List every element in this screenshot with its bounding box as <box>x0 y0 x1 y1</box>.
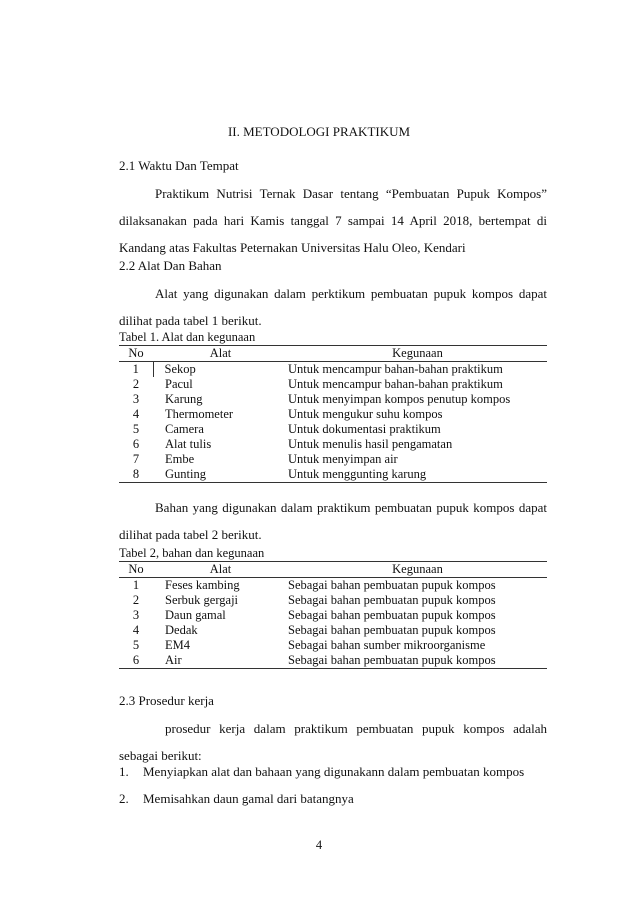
table-row <box>119 452 547 467</box>
cell-alat: EM4 <box>165 638 190 652</box>
table2-caption: Tabel 2, bahan dan kegunaan <box>119 546 265 560</box>
cell-alat: Sekop <box>153 362 288 378</box>
cell-no: 5 <box>132 422 140 436</box>
table-row <box>119 437 547 452</box>
table-row <box>119 638 547 653</box>
cell-no: 4 <box>132 623 140 637</box>
table-bahan <box>119 561 547 669</box>
column-header-alat: Alat <box>209 346 232 360</box>
cell-no: 2 <box>132 593 140 607</box>
cell-kegunaan: Untuk menyimpan air <box>288 452 398 466</box>
cell-kegunaan: Untuk mencampur bahan-bahan praktikum <box>288 362 503 376</box>
paragraph-line: Kandang atas Fakultas Peternakan Universitas Halu Oleo, Kendari <box>119 240 466 255</box>
table-row <box>119 362 547 378</box>
page-number: 4 <box>315 838 323 852</box>
section-heading-prosedur: 2.3 Prosedur kerja <box>119 693 214 708</box>
list-item <box>119 791 354 807</box>
cell-alat: Pacul <box>165 377 193 391</box>
paragraph-line: sebagai berikut: <box>119 748 202 763</box>
cell-alat: Serbuk gergaji <box>165 593 239 607</box>
paragraph-line: Bahan yang digunakan dalam praktikum pembuatan pupuk kompos dapat <box>155 500 547 515</box>
cell-alat: Gunting <box>165 467 206 481</box>
cell-no: 6 <box>132 437 140 451</box>
column-header-alat: Alat <box>209 562 232 576</box>
cell-kegunaan: Untuk mencampur bahan-bahan praktikum <box>288 377 503 391</box>
cell-alat: Camera <box>165 422 204 436</box>
table-alat <box>119 345 547 483</box>
column-header-no: No <box>128 346 144 360</box>
cell-no: 1 <box>132 578 140 592</box>
cell-kegunaan: Sebagai bahan pembuatan pupuk kompos <box>288 653 496 667</box>
cell-alat: Daun gamal <box>165 608 226 622</box>
cell-kegunaan: Untuk menulis hasil pengamatan <box>288 437 453 451</box>
cell-no: 3 <box>132 392 140 406</box>
cell-alat: Air <box>165 653 182 667</box>
paragraph-line: Praktikum Nutrisi Ternak Dasar tentang “Pembuatan Pupuk Kompos” <box>155 186 547 201</box>
cell-kegunaan: Sebagai bahan pembuatan pupuk kompos <box>288 578 496 592</box>
table-row <box>119 467 547 483</box>
table-row <box>119 608 547 623</box>
paragraph-line: Alat yang digunakan dalam perktikum pembuatan pupuk kompos dapat <box>155 286 547 301</box>
chapter-heading: II. METODOLOGI PRAKTIKUM <box>227 124 411 139</box>
section-heading-alat-bahan: 2.2 Alat Dan Bahan <box>119 258 222 273</box>
cell-kegunaan: Untuk dokumentasi praktikum <box>288 422 441 436</box>
cell-no: 8 <box>132 467 140 481</box>
list-number: 1. <box>119 764 129 779</box>
cell-kegunaan: Sebagai bahan pembuatan pupuk kompos <box>288 593 496 607</box>
cell-no: 5 <box>132 638 140 652</box>
cell-no: 3 <box>132 608 140 622</box>
cell-kegunaan: Untuk menggunting karung <box>288 467 427 481</box>
cell-no: 1 <box>132 362 139 376</box>
table-header-row <box>119 562 547 578</box>
table-row <box>119 593 547 608</box>
paragraph-line: dilaksanakan pada hari Kamis tanggal 7 sampai 14 April 2018, bertempat di <box>119 213 547 228</box>
cell-kegunaan: Untuk mengukur suhu kompos <box>288 407 443 421</box>
table-row <box>119 578 547 594</box>
cell-kegunaan: Sebagai bahan pembuatan pupuk kompos <box>288 623 496 637</box>
list-item <box>119 764 524 780</box>
paragraph-prosedur <box>119 715 547 769</box>
paragraph-waktu <box>119 180 547 261</box>
table-header-row <box>119 346 547 362</box>
cell-kegunaan: Untuk menyimpan kompos penutup kompos <box>288 392 511 406</box>
column-header-no: No <box>128 562 144 576</box>
cell-alat: Thermometer <box>165 407 234 421</box>
table-row <box>119 377 547 392</box>
table-row <box>119 623 547 638</box>
column-header-kegunaan: Kegunaan <box>392 346 443 360</box>
list-text: Memisahkan daun gamal dari batangnya <box>143 791 354 806</box>
cell-alat: Feses kambing <box>165 578 240 592</box>
paragraph-bahan <box>119 494 547 548</box>
cell-no: 4 <box>132 407 140 421</box>
cell-alat: Embe <box>165 452 195 466</box>
paragraph-alat <box>119 280 547 334</box>
cell-no: 6 <box>132 653 140 667</box>
table1-caption: Tabel 1. Alat dan kegunaan <box>119 330 256 344</box>
list-number: 2. <box>119 791 129 806</box>
table-row <box>119 392 547 407</box>
cell-kegunaan: Sebagai bahan sumber mikroorganisme <box>288 638 486 652</box>
paragraph-line: dilihat pada tabel 2 berikut. <box>119 527 262 542</box>
section-heading-waktu: 2.1 Waktu Dan Tempat <box>119 158 239 173</box>
cell-alat: Karung <box>165 392 203 406</box>
list-text: Menyiapkan alat dan bahaan yang digunakann dalam pembuatan kompos <box>143 764 525 779</box>
table-row <box>119 422 547 437</box>
cell-kegunaan: Sebagai bahan pembuatan pupuk kompos <box>288 608 496 622</box>
cell-no: 2 <box>132 377 140 391</box>
cell-alat: Alat tulis <box>165 437 212 451</box>
paragraph-line: dilihat pada tabel 1 berikut. <box>119 313 262 328</box>
column-header-kegunaan: Kegunaan <box>392 562 443 576</box>
table-row <box>119 653 547 669</box>
table-row <box>119 407 547 422</box>
paragraph-line: prosedur kerja dalam praktikum pembuatan pupuk kompos adalah <box>165 721 547 736</box>
cell-no: 7 <box>132 452 140 466</box>
cell-alat: Dedak <box>165 623 198 637</box>
